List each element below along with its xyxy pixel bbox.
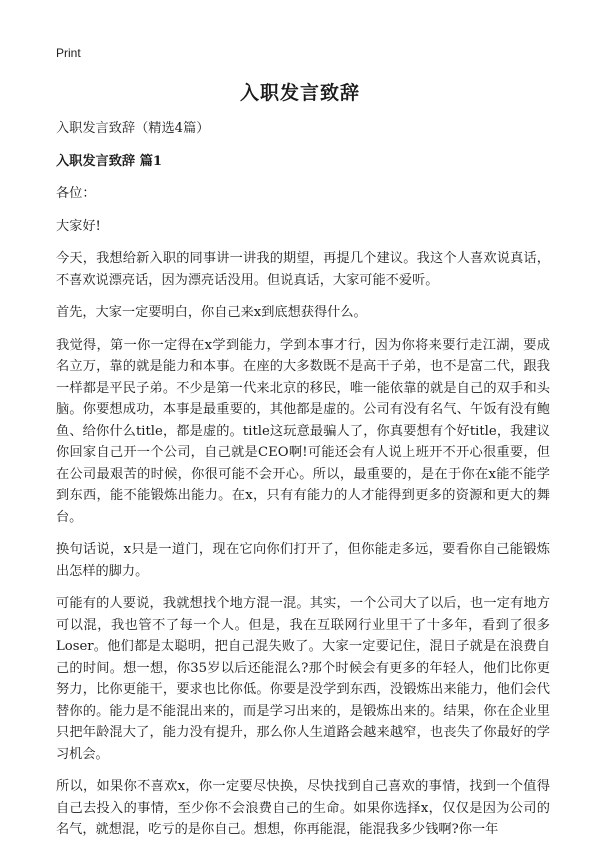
document-body <box>56 118 550 852</box>
paragraph: 可能有的人要说，我就想找个地方混一混。其实，一个公司大了以后，也一定有地方可以混，我也管不了每一个人。但是，我在互联网行业里干了十多年，看到了很多Loser。他们都是太聪明，把自己混失败了。大家一定要记住，混日子就是在浪费自己的时间。想一想，你35岁以后还能混么?那个时候会有更多的年轻人，他们比你更努力，比你更能干，要求也比你低。你要是没学到东西，没锻炼出来能力，他们会代替你的。能力是不能混出来的，而是学习出来的，是锻炼出来的。结果，你在企业里只把年龄混大了，能力没有提升，那么你人生道路会越来越窄，也丧失了你最好的学习机会。 <box>56 596 550 762</box>
print-link[interactable]: Print <box>56 46 81 60</box>
paragraph-salutation: 各位： <box>56 186 96 201</box>
paragraph: 所以，如果你不喜欢x，你一定要尽快换，尽快找到自己喜欢的事情，找到一个值得自己去投入的事情，至少你不会浪费自己的生命。如果你选择x，仅仅是因为公司的名气，就想混，吃亏的是你自己。想想，你再能混，能混我多少钱啊?你一年 <box>56 779 550 837</box>
paragraph: 我觉得，第一你一定得在x学到能力，学到本事才行，因为你将来要行走江湖，要成名立万，靠的就是能力和本事。在座的大多数既不是高干子弟，也不是富二代，跟我一样都是平民子弟。不少是第一代来北京的移民，唯一能依靠的就是自己的双手和头脑。你要想成功，本事是最重要的，其他都是虚的。公司有没有名气、午饭有没有鲍鱼、给你什么title，都是虚的。title这玩意最骗人了，你真要想有个好title，我建议你回家自己开一个公司，自己就是CEO啊!可能还会有人说上班开不开心很重要，但在公司最艰苦的时候，你很可能不会开心。所以，最重要的，是在于你在x能不能学到东西，能不能锻炼出能力。在x，只有有能力的人才能得到更多的资源和更大的舞台。 <box>56 337 550 525</box>
paragraph-greeting: 大家好! <box>56 218 101 234</box>
paragraph: 换句话说，x只是一道门，现在它向你们打开了，但你能走多远，要看你自己能锻炼出怎样的脚力。 <box>56 542 550 579</box>
paragraph: 首先，大家一定要明白，你自己来x到底想获得什么。 <box>56 305 367 320</box>
document-title: 入职发言致辞 <box>239 82 360 104</box>
paragraph: 今天，我想给新入职的同事讲一讲我的期望，再提几个建议。我这个人喜欢说真话，不喜欢说漂亮话，因为漂亮话没用。但说真话，大家可能不爱听。 <box>56 251 550 288</box>
document-subtitle: 入职发言致辞（精选4篇） <box>56 121 210 136</box>
section-heading: 入职发言致辞 篇1 <box>56 153 163 169</box>
